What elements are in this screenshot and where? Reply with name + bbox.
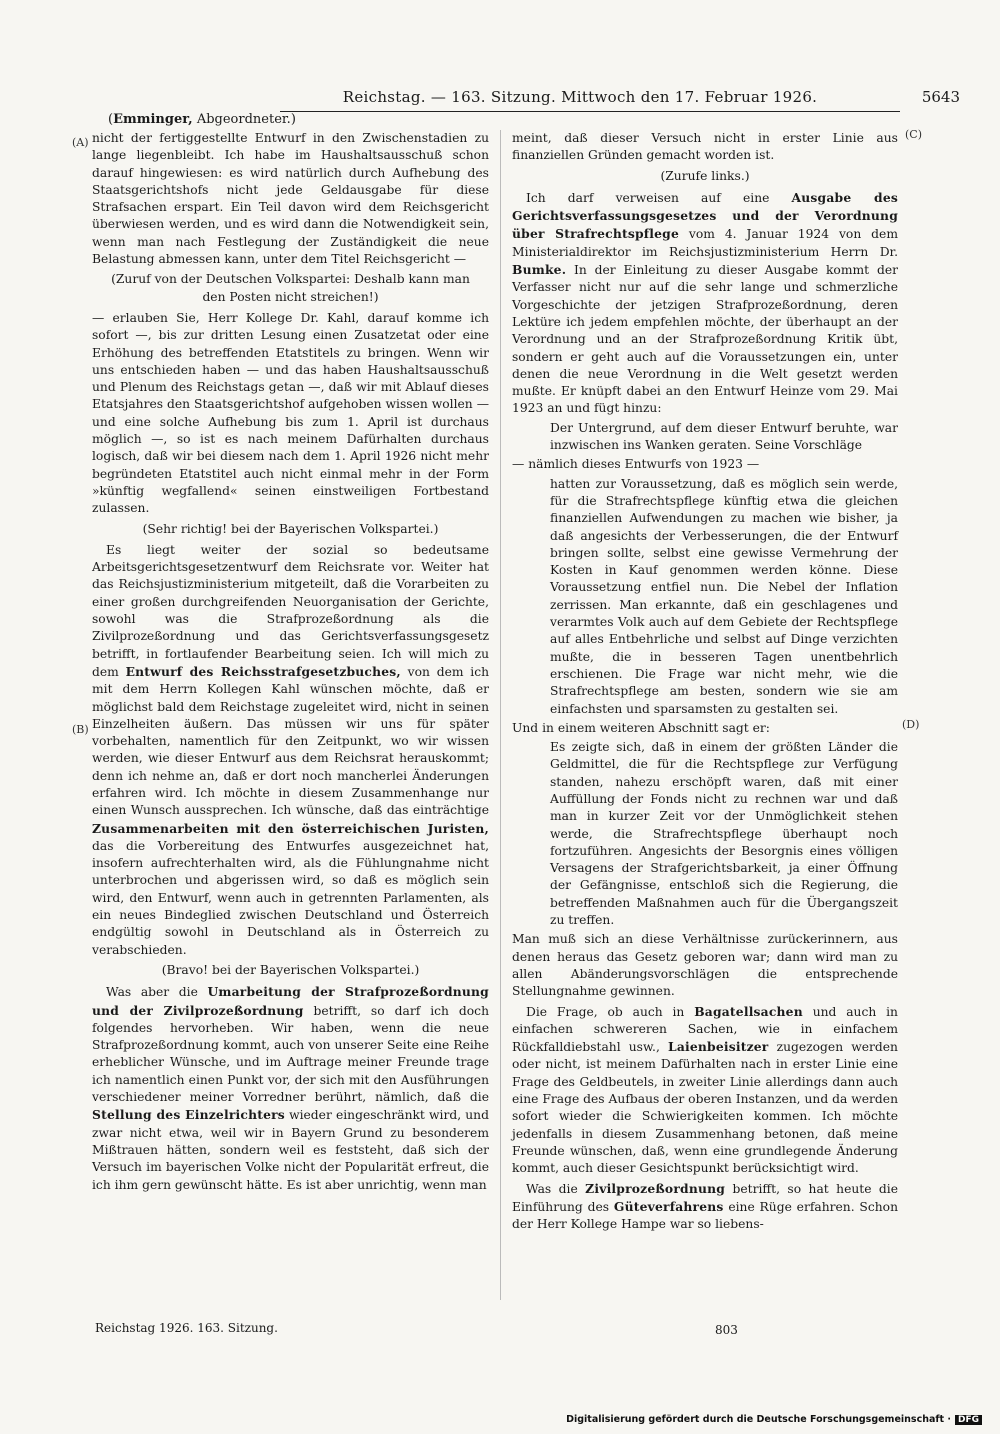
rp2-text-a: Ich darf verweisen auf eine	[526, 190, 770, 205]
rp2-text-c: vom 4. Januar 1924 von dem Ministerialdirektor im Reichsjustizministerium Herrn Dr.	[512, 227, 898, 259]
rp4-text-e: zugezogen werden oder nicht, ist meinem Dafürhalten nach in erster Linie eine Frage des Geldbeutels, in zweiter Linie allerdings dann auch eine Frage des Aufbaus der oberen Instanzen, und da werden sofort wieder die Schwierigkeiten kommen. Ich möchte jedenfalls in diesem Zusammenhang betonen, daß meine Freunde wünschen, daß, wenn eine grundlegende Änderung kommt, auch dieser Gesichtspunkt berücksichtigt wird.	[512, 1040, 898, 1176]
column-divider	[500, 130, 501, 1300]
rp2-emphasis-bumke: Bumke.	[512, 262, 567, 278]
left-paragraph-2: — erlauben Sie, Herr Kollege Dr. Kahl, darauf komme ich sofort —, bis zur dritten Lesung einen Zusatzetat oder eine Erhöhung des betreffenden Etatstitels zu bringen. Wenn wir uns entschieden haben — und das haben Haushaltsausschuß und Plenum des Reichstags getan —, daß wir mit Ablauf dieses Etatsjahres den Staatsgerichtshof aufgehoben wissen wollen — und eine solche Aufhebung bis zum 1. April ist durchaus möglich —, so ist es nach meinem Dafürhalten durchaus logisch, daß wir bei diesem nach dem 1. April 1926 nicht mehr begründeten Etatstitel auch nicht einmal mehr in der Form »künftig wegfallend« seinen einstweiligen Fortbestand zulassen.	[92, 310, 489, 516]
header-rule	[280, 111, 900, 112]
right-paragraph-2	[512, 189, 898, 418]
rp5-emphasis-zivil: Zivilprozeßordnung	[585, 1180, 726, 1196]
rp5-text-e: eine Rüge erfahren. Schon der Herr Kollege Hampe war so liebens-	[512, 1199, 898, 1232]
right-paragraph-4	[512, 1003, 898, 1178]
rp4-text-c: und auch in einfachen schwereren Sachen, wie in einfachem Rückfalldiebstahl usw.,	[512, 1004, 898, 1055]
p3-emphasis-strafgesetzbuch: Entwurf des Reichsstrafgesetzbuches,	[125, 663, 401, 679]
p4-emphasis-umarbeitung: Umarbeitung der Strafprozeßordnung und der Zivilprozeßordnung	[92, 984, 489, 1018]
left-interjection-1: (Zuruf von der Deutschen Volkspartei: Deshalb kann man den Posten nicht streichen!)	[111, 272, 470, 304]
p3-text-a: Es liegt weiter der sozial so bedeutsame Arbeitsgerichtsgesetzentwurf dem Reichsrate vor. Weiter hat das Reichsjustizministerium mitgeteilt, daß die Vorarbeiten zu einer großen durchgreifenden Neuorganisation der Gerichte, sowohl was die Strafprozeßordnung als die Zivilprozeßordnung und das Gerichtsverfassungsgesetz betrifft, in fortlaufender Bearbeitung seien. Ich will mich zu dem	[92, 542, 489, 679]
left-paragraph-3	[92, 542, 489, 959]
margin-marker-a: (A)	[72, 136, 89, 149]
p4-text-c: betrifft, so darf ich doch folgendes hervorheben. Wir haben, wenn die neue Strafprozeßordnung kommt, auch von unserer Seite eine Reihe erheblicher Wünsche, und im Auftrage meiner Freunde trage ich namentlich einen Punkt vor, der sich mit den Ausführungen verschiedener meiner Vorredner berührt, nämlich, daß die	[92, 1003, 489, 1105]
footer-sheet-number: 803	[715, 1323, 738, 1337]
right-paragraph-5	[512, 1180, 898, 1234]
margin-marker-b: (B)	[72, 723, 89, 736]
rp2-emphasis-ausgabe: Ausgabe des Gerichtsverfassungsgesetzes und der Verordnung über Strafrechtspflege	[512, 189, 898, 242]
p3-text-c: von dem ich mit dem Herrn Kollegen Kahl wünschen möchte, daß er möglichst bald dem Reichstage zugeleitet wird, nicht in seinen Einzelheiten äußern. Das müssen wir uns für später vorbehalten, namentlich für den Zeitpunkt, wo wir wissen werden, wie dieser Entwurf aus dem Reichsrat herauskommt; denn ich nehme an, daß er dort noch mancherlei Änderungen erfahren wird. Ich möchte in diesem Zusammenhange nur einen Wunsch aussprechen. Ich wünsche, daß das einträchtige	[92, 664, 489, 818]
p3-emphasis-juristen: Zusammenarbeiten mit den österreichischen Juristen,	[92, 820, 489, 836]
speaker-line	[108, 112, 296, 127]
right-aside-1: — nämlich dieses Entwurfs von 1923 —	[512, 457, 760, 472]
speaker-close-paren: )	[290, 112, 296, 127]
credit-text: Digitalisierung gefördert durch die Deutsche Forschungsgemeinschaft ·	[566, 1414, 951, 1425]
left-interjection-2: (Sehr richtig! bei der Bayerischen Volkspartei.)	[142, 521, 439, 536]
dfg-logo: DFG	[955, 1415, 982, 1425]
right-quote-1: Der Untergrund, auf dem dieser Entwurf beruhte, war inzwischen ins Wanken geraten. Seine Vorschläge	[550, 420, 898, 453]
speaker-role: Abgeordneter.	[196, 112, 291, 127]
margin-marker-c: (C)	[905, 128, 922, 141]
left-paragraph-1: nicht der fertiggestellte Entwurf in den Zwischenstadien zu lange liegenbleibt. Ich habe im Haushaltsausschuß schon darauf hingewiesen: es wird natürlich durch Aufhebung des Staatsgerichtshofs nicht jede Geldausgabe für diese Strafsachen erspart. Ein Teil davon wird dem Reichsgericht überwiesen werden, und es wird dann die Notwendigkeit sein, wenn man nach Festlegung der Zuständigkeit die neue Belastung abmessen kann, unter dem Titel Reichsgericht —	[92, 131, 489, 267]
left-interjection-3: (Bravo! bei der Bayerischen Volkspartei.)	[161, 962, 420, 977]
rp4-text-a: Die Frage, ob auch in	[526, 1004, 685, 1019]
margin-marker-d: (D)	[902, 718, 920, 731]
rp5-text-c: betrifft, so hat heute die Einführung des	[512, 1181, 899, 1214]
right-paragraph-3: Man muß sich an diese Verhältnisse zurückerinnern, aus denen heraus das Gesetz geboren war; dann wird man zu allen Abänderungsvorschlägen die entsprechende Stellungnahme gewinnen.	[512, 932, 898, 999]
right-quote-3: Es zeigte sich, daß in einem der größten Länder die Geldmittel, die für die Rechtspflege zur Verfügung standen, nahezu erschöpft waren, daß mit einer Auffüllung der Fonds nicht zu rechnen war und daß man in kurzer Zeit vor der Unmöglichkeit stehen werde, die Strafrechtspflege überhaupt noch fortzuführen. Angesichts der Besorgnis eines völligen Versagens der Strafgerichtsbarkeit, ja einer Öffnung der Gefängnisse, entschloß sich die Regierung, die betreffenden Maßnahmen auch für die Übergangszeit zu treffen.	[550, 740, 898, 928]
rp5-text-a: Was die	[526, 1181, 578, 1196]
digitization-credit	[566, 1414, 982, 1425]
right-paragraph-1: meint, daß dieser Versuch nicht in erster Linie aus finanziellen Gründen gemacht worden ist.	[512, 131, 898, 163]
right-interjection-1: (Zurufe links.)	[660, 168, 750, 183]
rp5-emphasis-guete: Güteverfahrens	[613, 1198, 724, 1214]
left-column	[92, 130, 489, 1196]
p4-text-e: wieder eingeschränkt wird, und zwar nicht etwa, weil wir in Bayern Grund zu besonderem Mißtrauen hätten, sondern weil es feststeht, daß sich der Versuch im bayerischen Volke nicht der Popularität erfreut, die ich ihm gern gewünscht hätte. Es ist aber unrichtig, wenn man	[92, 1108, 489, 1192]
footer-source: Reichstag 1926. 163. Sitzung.	[95, 1321, 278, 1335]
right-aside-2: Und in einem weiteren Abschnitt sagt er:	[512, 720, 770, 735]
rp2-text-e: In der Einleitung zu dieser Ausgabe kommt der Verfasser nicht nur auf die sehr lange und schmerzliche Vorgeschichte der jetzigen Strafprozeßordnung, deren Lektüre ich jedem empfehlen möchte, der überhaupt an der Verordnung und an der Strafprozeßordnung Kritik übt, sondern er geht auch auf die Voraussetzungen ein, unter denen die neue Verordnung in die Welt gesetzt werden mußte. Er knüpft dabei an den Entwurf Heinze vom 29. Mai 1923 an und fügt hinzu:	[512, 263, 898, 416]
p4-emphasis-einzelrichter: Stellung des Einzelrichters	[92, 1107, 285, 1123]
rp4-emphasis-laien: Laienbeisitzer	[667, 1039, 769, 1055]
speaker-open-paren: (	[108, 112, 114, 127]
speaker-name: Emminger,	[113, 112, 193, 127]
right-column	[512, 130, 898, 1235]
right-quote-2: hatten zur Voraussetzung, daß es möglich sein werde, für die Strafrechtspflege künftig etwa die gleichen finanziellen Aufwendungen zu machen wie bisher, ja daß angesichts der Verbesserungen, die der Entwurf bringen sollte, selbst eine gewisse Vermehrung der Kosten in Kauf genommen werden könne. Diese Voraussetzung entfiel nun. Die Nebel der Inflation zerrissen. Man erkannte, daß ein geschlagenes und verarmtes Volk auch auf dem Gebiete der Rechtspflege auf alles Entbehrliche und selbst auf Dinge verzichten mußte, die in besseren Tagen unentbehrlich erschienen. Die Frage war nicht mehr, wie die Strafrechtspflege am besten, sondern wie sie am einfachsten und sparsamsten zu gestalten sei.	[550, 476, 898, 716]
running-title: Reichstag. — 163. Sitzung. Mittwoch den 17. Februar 1926.	[342, 88, 818, 106]
p4-text-a: Was aber die	[106, 985, 198, 1000]
rp4-emphasis-bagatell: Bagatellsachen	[694, 1003, 803, 1019]
page-number: 5643	[921, 88, 960, 106]
page-header	[280, 88, 960, 112]
p3-text-e: das die Vorbereitung des Entwurfes ausgezeichnet hat, insofern aufrechterhalten wird, als die Fühlungnahme nicht unterbrochen und abgerissen wird, so daß es möglich sein wird, den Entwurf, wenn auch in getrennten Parlamenten, als ein neues Bindeglied zwischen Deutschland und Österreich endgültig sowohl in Deutschland als in Österreich zu verabschieden.	[92, 838, 489, 957]
left-paragraph-4	[92, 983, 489, 1194]
